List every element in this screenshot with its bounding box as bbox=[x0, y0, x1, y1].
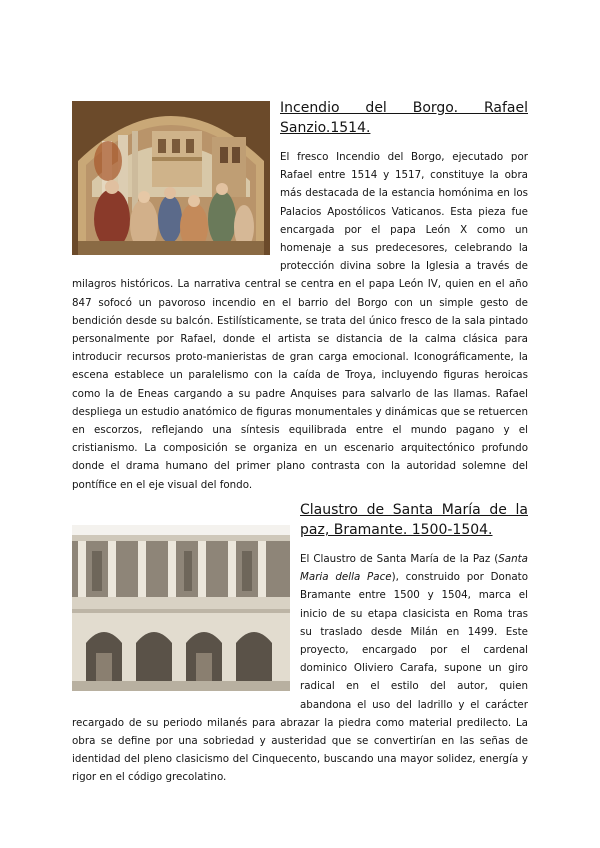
section-claustro bbox=[72, 500, 528, 787]
paragraph-italic-name: Santa Maria della Pace bbox=[300, 553, 528, 584]
section-paragraph: El fresco Incendio del Borgo, ejecutado por Rafael entre 1514 y 1517, constituye la obra más destacada de la estancia homónima en los Palacios Apostólicos Vaticanos. Esta pieza fue encargada por el papa León X como un homenaje a sus predecesores, celebrando la protección divina sobre la Iglesia a través de milagros históricos. La narrativa central se centra en el papa León IV, quien en el año 847 sofocó un pavoroso incendio en el barrio del Borgo con un simple gesto de bendición desde su balcón. Estilísticamente, se trata del único fresco de la sala pintado personalmente por Rafael, donde el artista se distancia de la calma clásica para introducir recursos proto-manieristas de gran carga emocional. Iconográficamente, la escena establece un paralelismo con la caída de Troya, incluyendo figuras heroicas como la de Eneas cargando a su padre Anquises para salvarlo de las llamas. Rafael despliega un estudio anatómico de figuras monumentales y dinámicas que se retuercen en escorzos, reflejando una síntesis equilibrada entre el mundo pagano y el cristianismo. La composición se organiza en un escenario arquitectónico profundo donde el drama humano del primer plano contrasta con la autoridad solemne del pontífice en el eje visual del fondo. bbox=[72, 151, 528, 491]
section-title: Claustro de Santa María de la paz, Bramante. 1500-1504. bbox=[300, 502, 528, 538]
section-incendio bbox=[72, 98, 528, 494]
fresco-image bbox=[72, 101, 270, 255]
cloister-image bbox=[72, 525, 290, 691]
section-title: Incendio del Borgo. Rafael Sanzio.1514. bbox=[280, 100, 528, 136]
paragraph-text-a: El Claustro de Santa María de la Paz ( bbox=[300, 553, 499, 565]
paragraph-text-b: ), construido por Donato Bramante entre 1500 y 1504, marca el inicio de su etapa clasicista en Roma tras su traslado desde Milán en 1499. Este proyecto, encargado por el cardenal dominico Oliviero Carafa, supone un giro radical en el estilo del autor, quien abandona el uso del ladrillo y el carácter recargado de su periodo milanés para abrazar la piedra como material predilecto. La obra se define por una sobriedad y austeridad que se convertirían en las señas de identidad del pleno clasicismo del Cinquecento, buscando una mayor solidez, energía y rigor en el código grecolatino. bbox=[72, 571, 528, 784]
